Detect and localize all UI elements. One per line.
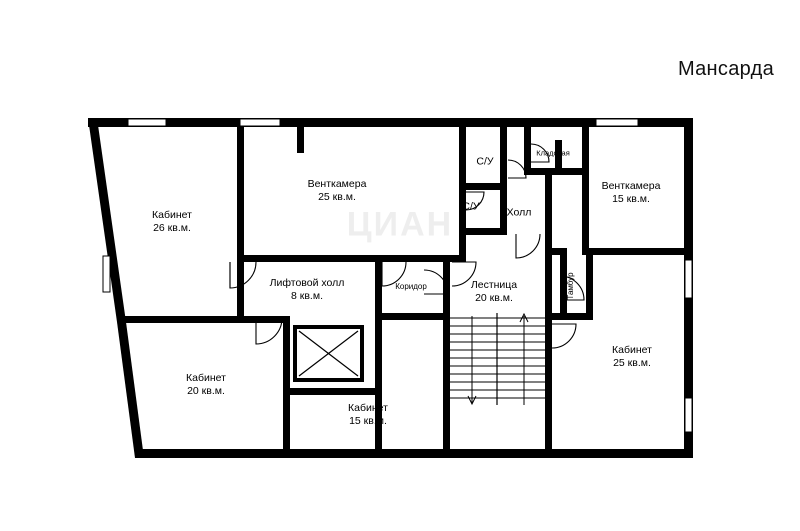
room-area: 15 кв.м. — [349, 415, 387, 427]
room-area: 25 кв.м. — [318, 191, 356, 203]
room-area: 25 кв.м. — [613, 357, 651, 369]
room-name: Лестница — [470, 278, 518, 291]
room-area: 20 кв.м. — [475, 292, 513, 304]
room-name: Лифтовой холл — [269, 276, 345, 289]
room-name: Кабинет — [348, 401, 388, 414]
room-area: 20 кв.м. — [187, 385, 225, 397]
room-area: 8 кв.м. — [291, 290, 323, 302]
window-openings — [103, 119, 692, 432]
elevator-shaft — [295, 327, 362, 380]
room-area: 15 кв.м. — [612, 193, 650, 205]
room-name: Тамбур — [566, 272, 575, 300]
room-name: С/У — [462, 200, 480, 213]
room-name: Кабинет — [152, 208, 192, 221]
room-name: Кладовая — [536, 148, 570, 158]
room-area: 26 кв.м. — [153, 222, 191, 234]
page-title: Мансарда — [677, 58, 774, 80]
room-name: Кабинет — [186, 371, 226, 384]
staircase — [450, 313, 545, 405]
room-name: Венткамера — [601, 179, 661, 192]
room-name: Венткамера — [307, 177, 367, 190]
room-name: Кабинет — [612, 343, 652, 356]
watermark: ЦИАН — [346, 205, 454, 244]
room-name: Холл — [506, 206, 532, 219]
room-name: С/У — [476, 155, 494, 168]
interior-walls — [120, 127, 693, 458]
outer-walls — [88, 118, 693, 458]
room-name: Коридор — [395, 282, 427, 291]
